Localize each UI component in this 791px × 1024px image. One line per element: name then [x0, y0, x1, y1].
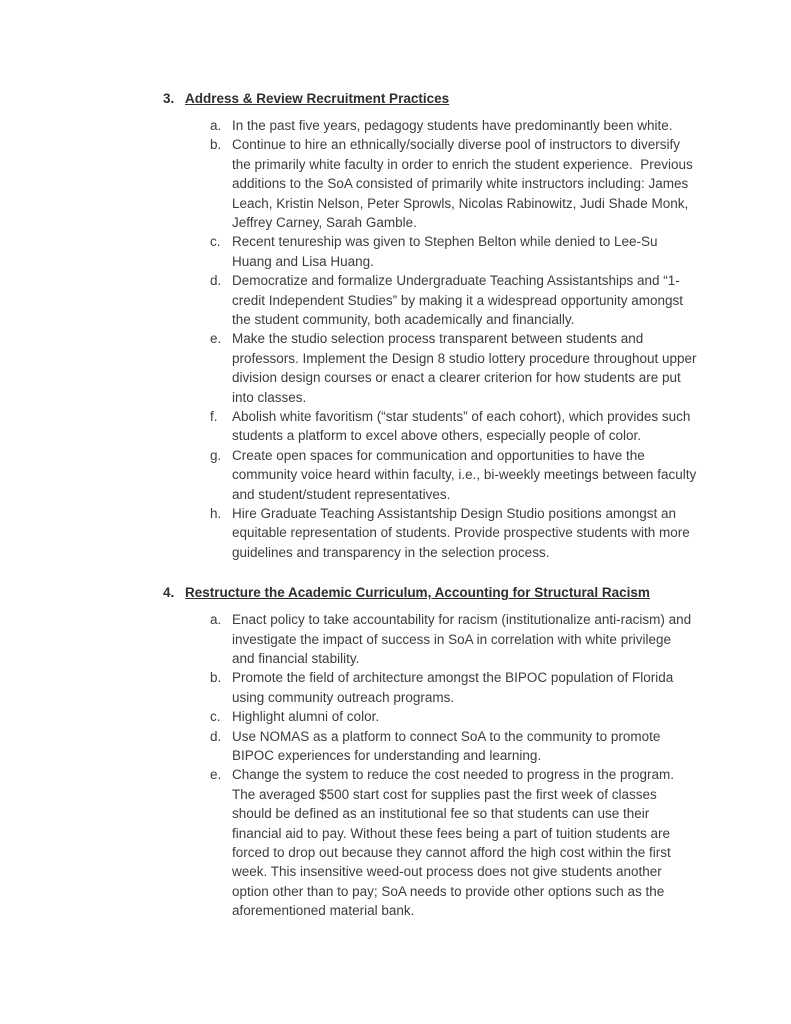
- item-text: Abolish white favoritism (“star students” of each cohort), which provides such students a platform to excel above others, especially people of color.: [232, 409, 695, 444]
- item-text: Hire Graduate Teaching Assistantship Design Studio positions amongst an equitable representation of students. Provide prospective students with more guidelines and transparency in the selection process.: [232, 506, 694, 560]
- list-item: [210, 765, 697, 920]
- item-letter: a.: [210, 117, 222, 133]
- section-number: 4.: [163, 585, 175, 601]
- item-text: Recent tenureship was given to Stephen Belton while denied to Lee-Su Huang and Lisa Huang.: [232, 234, 662, 269]
- list-item: [210, 135, 697, 232]
- item-text: Use NOMAS as a platform to connect SoA to the community to promote BIPOC experiences for understanding and learning.: [232, 728, 665, 763]
- section-heading: [163, 583, 697, 602]
- list-item: [210, 668, 697, 707]
- lettered-list: [163, 610, 697, 921]
- list-item: [210, 329, 701, 407]
- item-letter: b.: [210, 137, 222, 153]
- item-text: Change the system to reduce the cost needed to progress in the program. The averaged $500 start cost for supplies past the first week of classes should be defined as an institutional fee so that students can use their financial aid to pay. Without these fees being a part of tuition students are forced to drop out because they cannot afford the high cost within the first week. This insensitive weed-out process does not give students another option other than to pay; SoA needs to provide other options such as the aforementioned material bank.: [232, 767, 678, 919]
- item-text: Promote the field of architecture amongst the BIPOC population of Florida using community outreach programs.: [232, 670, 678, 705]
- item-text: Continue to hire an ethnically/socially diverse pool of instructors to diversify the primarily white faculty in order to enrich the student experience. Previous additions to the SoA consisted of primarily white instructors including: James Leach, Kristin Nelson, Peter Sprowls, Nicolas Rabinowitz, Judi Shade Monk, Jeffrey Carney, Sarah Gamble.: [232, 137, 697, 230]
- list-item: [210, 407, 697, 446]
- document-content: [163, 89, 701, 921]
- list-item: [210, 610, 697, 668]
- list-item: [210, 727, 697, 766]
- item-letter: d.: [210, 728, 222, 744]
- item-letter: c.: [210, 234, 221, 250]
- list-item: [210, 271, 697, 329]
- item-letter: e.: [210, 767, 222, 783]
- item-text: Create open spaces for communication and opportunities to have the community voice heard within faculty, i.e., bi-weekly meetings between faculty and student/student representatives.: [232, 447, 700, 502]
- item-letter: g.: [210, 447, 222, 463]
- section-title: Address & Review Recruitment Practices: [185, 91, 450, 106]
- list-item: [210, 707, 697, 726]
- list-item: [210, 116, 697, 135]
- section-number: 3.: [163, 91, 175, 106]
- item-letter: e.: [210, 331, 222, 347]
- list-item: [210, 446, 700, 504]
- numbered-section: [163, 583, 697, 920]
- item-letter: b.: [210, 670, 222, 686]
- item-letter: c.: [210, 709, 221, 725]
- item-text: Highlight alumni of color.: [232, 709, 380, 725]
- section-heading: [163, 89, 697, 108]
- item-text: In the past five years, pedagogy students have predominantly been white.: [232, 117, 673, 133]
- item-text: Democratize and formalize Undergraduate Teaching Assistantships and “1-credit Independent Studies” by making it a widespread opportunity amongst the student community, both academically and financially.: [232, 273, 687, 327]
- list-item: [210, 504, 697, 562]
- item-letter: f.: [210, 409, 218, 424]
- section-title: Restructure the Academic Curriculum, Accounting for Structural Racism: [185, 585, 650, 601]
- numbered-section: [163, 89, 701, 562]
- list-item: [210, 232, 697, 271]
- item-letter: d.: [210, 273, 222, 289]
- lettered-list: [163, 116, 701, 562]
- item-letter: h.: [210, 506, 222, 522]
- item-letter: a.: [210, 612, 222, 628]
- item-text: Enact policy to take accountability for racism (institutionalize anti-racism) and investigate the impact of success in SoA in correlation with white privilege and financial stability.: [232, 612, 695, 666]
- item-text: Make the studio selection process transparent between students and professors. Implement the Design 8 studio lottery procedure throughout upper division design courses or enact a clearer criterion for how students are put into classes.: [232, 331, 701, 405]
